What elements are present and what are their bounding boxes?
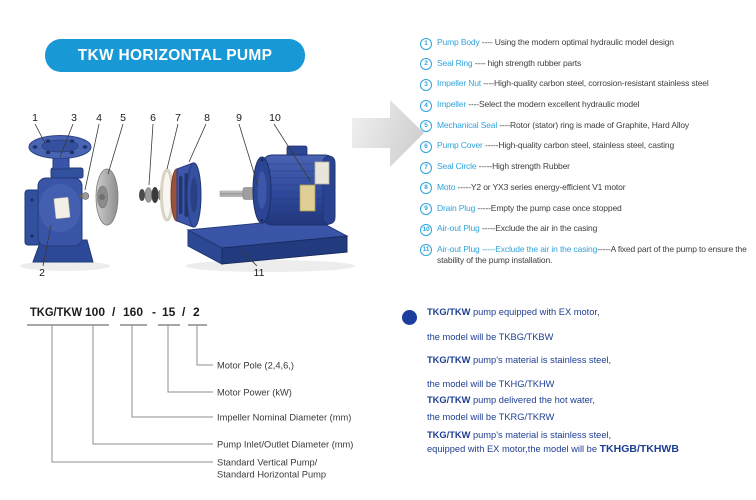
callout-5: 5 [120,112,126,124]
part-description: -----Exclude the air in the casing [479,223,598,234]
motor [253,146,335,225]
note-line: TKG/TKW pump's material is stainless steel, [427,355,612,365]
model-code-breakdown [25,295,360,495]
item-number-badge: 6 [420,141,432,153]
parts-list-item [420,203,756,216]
item-number-badge: 9 [420,203,432,215]
model-motor-pole: 2 [193,305,200,319]
label-series-line2: Standard Horizontal Pump [217,469,327,480]
part-description: -----A fixed part of the pump to ensure the stability of the pump installation. [437,243,747,266]
callout-9: 9 [236,112,242,124]
shadow [185,260,355,272]
part-description: ---- Using the modern optimal hydraulic model design [479,37,674,47]
item-number-badge: 7 [420,162,432,174]
pump-body [25,136,93,263]
model-series: TKG/TKW [30,305,83,319]
part-name: Pump Cover [437,140,483,151]
model-motor-power: 15 [162,305,176,319]
label-inlet-outlet: Pump Inlet/Outlet Diameter (mm) [217,439,354,450]
parts-list-item [420,99,756,112]
part-name: Seal Ring [437,57,473,68]
part-description: ---- high strength rubber parts [472,57,582,68]
part-name: Pump Body [437,37,480,47]
model-separator: / [182,305,186,319]
callout-6: 6 [150,112,156,124]
impeller [96,169,118,225]
note-line: equipped with EX motor,the model will be TKHGB/TKHWB [427,443,679,455]
label-series-line1: Standard Vertical Pump/ [217,457,318,468]
parts-list-item [420,120,756,133]
label-motor-power: Motor Power (kW) [217,387,292,398]
motor-shaft [220,188,258,200]
parts-list-item [420,140,756,153]
callout-4: 4 [96,112,102,124]
parts-list-item [420,223,756,236]
breakdown-lines [27,325,213,462]
note-line: TKG/TKW pump's material is stainless steel, [427,430,612,440]
pump-exploded-diagram [15,90,435,290]
parts-list [420,37,756,275]
part-description: ----Rotor (stator) ring is made of Graphite, Hard Alloy [497,119,690,130]
item-number-badge: 11 [420,244,432,256]
callout-10: 10 [269,112,281,124]
page-title: TKW HORIZONTAL PUMP [77,46,273,64]
part-name: Air-out Plug [437,223,480,234]
part-name: Mechanical Seal [437,119,498,130]
parts-list-item [420,58,756,71]
note-line: the model will be TKHG/TKHW [427,379,555,389]
pump-cover [171,163,201,227]
model-inlet-outlet: 100 [85,305,106,319]
parts-list-item [420,37,756,50]
part-description: ----Select the modern excellent hydraulic model [466,99,640,110]
callout-7: 7 [175,112,181,124]
callout-3: 3 [71,112,77,124]
callout-8: 8 [204,112,210,124]
part-name: Air-out Plug -----Exclude the air in the casing [437,243,598,254]
note-line: the model will be TKBG/TKBW [427,332,554,342]
bullet-icon [402,310,417,325]
item-number-badge: 10 [420,224,432,236]
callout-11: 11 [253,267,265,279]
note-line: the model will be TKRG/TKRW [427,412,555,422]
item-number-badge: 8 [420,182,432,194]
part-name: Impeller Nut [437,78,482,89]
part-name: Impeller [437,99,467,110]
highlighted-model-code: TKHGB/TKHWB [599,443,679,455]
item-number-badge: 3 [420,79,432,91]
parts-list-item [420,161,756,174]
note-line: TKG/TKW pump delivered the hot water, [427,395,595,405]
parts-list-item [420,78,756,91]
note-line: TKG/TKW pump equipped with EX motor, [427,307,600,317]
part-name: Seal Circle [437,161,477,172]
part-name: Moto [437,181,456,192]
parts-list-item [420,244,756,267]
item-number-badge: 2 [420,58,432,70]
arrow-right-icon [352,100,424,167]
model-impeller-diameter: 160 [123,305,144,319]
part-description: -----High-quality carbon steel, stainless steel, casting [482,140,675,151]
label-motor-pole: Motor Pole (2,4,6,) [217,360,294,371]
callout-2: 2 [39,267,45,279]
part-description: -----High strength Rubber [476,161,570,172]
model-separator: - [152,305,156,319]
label-impeller-diameter: Impeller Nominal Diameter (mm) [217,412,352,423]
parts-list-item [420,182,756,195]
part-description: ----High-quality carbon steel, corrosion-resistant stainless steel [481,78,709,89]
page-title-banner [45,39,305,72]
part-name: Drain Plug [437,202,476,213]
model-notes [402,306,754,455]
item-number-badge: 5 [420,120,432,132]
part-description: -----Empty the pump case once stopped [475,202,622,213]
part-description: -----Y2 or YX3 series energy-efficient V1 motor [455,181,626,192]
mechanical-seal [139,187,163,203]
callout-1: 1 [32,112,38,124]
model-separator: / [112,305,116,319]
item-number-badge: 4 [420,100,432,112]
item-number-badge: 1 [420,38,432,50]
